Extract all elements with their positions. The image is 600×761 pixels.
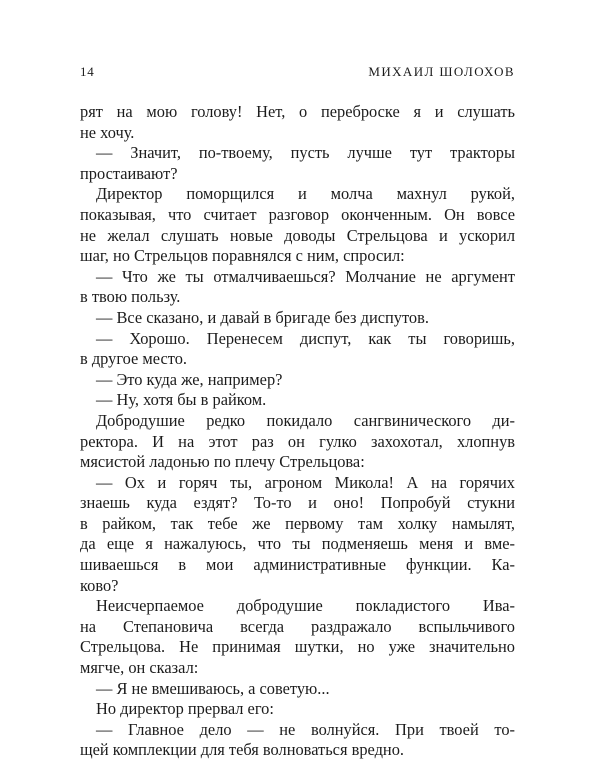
text-line: — Значит, по-твоему, пусть лучше тут тракторы: [96, 143, 515, 163]
text-line: Добродушие редко покидало сангвинического ди-: [96, 410, 515, 430]
text-line: в райком, так тебе же первому там холку намылят,: [80, 513, 515, 533]
text-line: Стрельцова. Не принимая шутки, но уже значительно: [80, 637, 515, 657]
text-line: мягче, он сказал:: [80, 658, 199, 678]
text-line: не хочу.: [80, 122, 135, 142]
text-line: — Ох и горяч ты, агроном Микола! А на горячих: [96, 472, 515, 492]
text-line: рят на мою голову! Нет, о переброске я и слушать: [80, 102, 515, 121]
text-line: — Что же ты отмалчиваешься? Молчание не аргумент: [96, 266, 515, 286]
text-line: знаешь куда ездят? То-то и оно! Попробуй стукни: [80, 493, 515, 513]
page-number: 14: [80, 64, 95, 79]
text-line: да еще я нажалуюсь, что ты подменяешь меня и вме-: [80, 534, 515, 554]
text-line: щей комплекции для тебя волноваться вредно.: [80, 740, 404, 760]
text-line: не желал слушать новые доводы Стрельцова и ускорил: [80, 225, 515, 245]
body-text: [80, 102, 515, 761]
running-head-author: МИХАИЛ ШОЛОХОВ: [368, 64, 515, 79]
text-line: — Ну, хотя бы в райком.: [96, 390, 267, 410]
text-line: показывая, что считает разговор оконченным. Он вовсе: [80, 204, 515, 224]
text-line: — Все сказано, и давай в бригаде без диспутов.: [96, 307, 429, 327]
text-line: ректора. И на этот раз он гулко захохотал, хлопнув: [80, 431, 515, 451]
text-line: мясистой ладонью по плечу Стрельцова:: [80, 452, 365, 472]
text-line: — Главное дело — не волнуйся. При твоей то-: [96, 719, 515, 739]
text-line: — Хорошо. Перенесем диспут, как ты говоришь,: [96, 328, 515, 348]
text-line: Директор поморщился и молча махнул рукой,: [96, 184, 515, 204]
text-line: Неисчерпаемое добродушие покладистого Ива-: [96, 596, 515, 616]
text-line: на Степановича всегда раздражало вспыльчивого: [80, 616, 515, 636]
text-line: в твою пользу.: [80, 287, 181, 307]
text-line: в другое место.: [80, 349, 188, 369]
page-header: [80, 64, 515, 84]
text-line: — Я не вмешиваюсь, а советую...: [96, 678, 330, 698]
text-line: Но директор прервал его:: [96, 699, 274, 719]
text-line: шиваешься в мои административные функции. Ка-: [80, 555, 515, 575]
text-line: — Это куда же, например?: [96, 369, 283, 389]
text-line: шаг, но Стрельцов поравнялся с ним, спросил:: [80, 246, 405, 266]
text-line: ково?: [80, 575, 119, 595]
text-line: простаивают?: [80, 163, 178, 183]
